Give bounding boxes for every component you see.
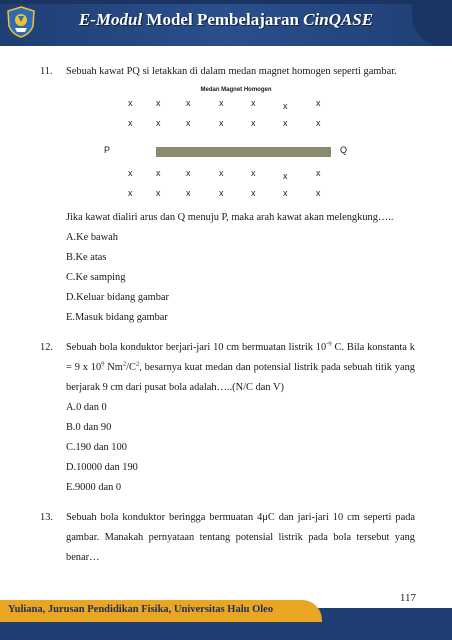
field-cross: x	[186, 118, 191, 128]
field-cross: x	[251, 168, 256, 178]
field-cross: x	[128, 188, 133, 198]
page-number: 117	[399, 592, 416, 604]
option-c: C.190 dan 100	[66, 442, 127, 453]
field-cross: x	[156, 168, 161, 178]
option-e: E.Masuk bidang gambar	[66, 312, 168, 323]
question-text: Sebuah bola konduktor berjari-jari 10 cm bermuatan listrik $10^{-9}$ C. Bila konstanta k = 9 x $10^9$ $Nm^2/C^2$, besarnya kuat medan dan potensial listrik pada sebuah titik yang berjarak 9 cm dari pusat bola adalah…..(N/C dan V)	[66, 340, 415, 393]
field-cross: x	[283, 188, 288, 198]
option-e: E.9000 dan 0	[66, 482, 122, 493]
field-cross: x	[219, 188, 224, 198]
field-cross: x	[186, 98, 191, 108]
question-12	[40, 338, 415, 498]
page-footer	[0, 600, 452, 640]
field-cross: x	[316, 168, 321, 178]
label-q: Q	[340, 145, 348, 155]
question-text: Sebuah bola konduktor beringga bermuatan 4μC dan jari-jari 10 cm seperti pada gambar. Manakah pernyataan tentang potensial listrik pada bola tersebut yang benar…	[66, 512, 415, 563]
field-cross: x	[128, 118, 133, 128]
page-header-title: E-Modul Model Pembelajaran CinQASE	[78, 10, 374, 29]
field-cross: x	[316, 188, 321, 198]
question-text: Sebuah kawat PQ si letakkan di dalam medan magnet homogen seperti gambar.	[66, 66, 397, 77]
footer-bar	[0, 622, 452, 640]
option-b: B.Ke atas	[66, 252, 107, 263]
field-cross: x	[219, 118, 224, 128]
page-content	[40, 62, 415, 568]
field-cross: x	[251, 118, 256, 128]
figure-title: Medan Magnet Homogen	[200, 87, 272, 93]
field-cross: x	[283, 118, 288, 128]
field-cross: x	[156, 188, 161, 198]
field-cross: x	[283, 171, 288, 181]
option-a: A.0 dan 0	[66, 402, 107, 413]
option-a: A.Ke bawah	[66, 232, 118, 243]
field-cross: x	[128, 98, 133, 108]
question-number: 13.	[40, 512, 53, 523]
field-cross: x	[128, 168, 133, 178]
question-13	[40, 508, 415, 568]
label-p: P	[104, 145, 111, 155]
question-number: 11.	[40, 66, 53, 77]
field-cross: x	[316, 118, 321, 128]
page-header	[0, 0, 452, 46]
question-number: 12.	[40, 342, 53, 353]
field-cross: x	[186, 188, 191, 198]
field-row-3	[128, 168, 328, 180]
field-row-1	[128, 98, 328, 110]
field-row-2	[128, 118, 328, 130]
field-cross: x	[251, 98, 256, 108]
field-cross: x	[219, 98, 224, 108]
option-list	[66, 228, 415, 328]
field-cross: x	[186, 168, 191, 178]
magnetic-field-figure	[104, 86, 368, 204]
option-b: B.0 dan 90	[66, 422, 112, 433]
option-c: C.Ke samping	[66, 272, 126, 283]
option-list	[66, 398, 415, 498]
field-cross: x	[251, 188, 256, 198]
field-cross: x	[156, 98, 161, 108]
field-cross: x	[156, 118, 161, 128]
wire-pq	[156, 147, 331, 157]
field-cross: x	[316, 98, 321, 108]
option-d: D.10000 dan 190	[66, 462, 138, 473]
field-cross: x	[283, 101, 288, 111]
option-d: D.Keluar bidang gambar	[66, 292, 170, 303]
footer-author: Yuliana, Jurusan Pendidikan Fisika, Universitas Halu Oleo	[8, 604, 274, 615]
footer-band	[0, 600, 322, 622]
question-text-continued: Jika kawat dialiri arus dan Q menuju P, maka arah kawat akan melengkung…..	[66, 212, 394, 223]
question-11	[40, 62, 415, 328]
field-cross: x	[219, 168, 224, 178]
field-row-4	[128, 188, 328, 200]
